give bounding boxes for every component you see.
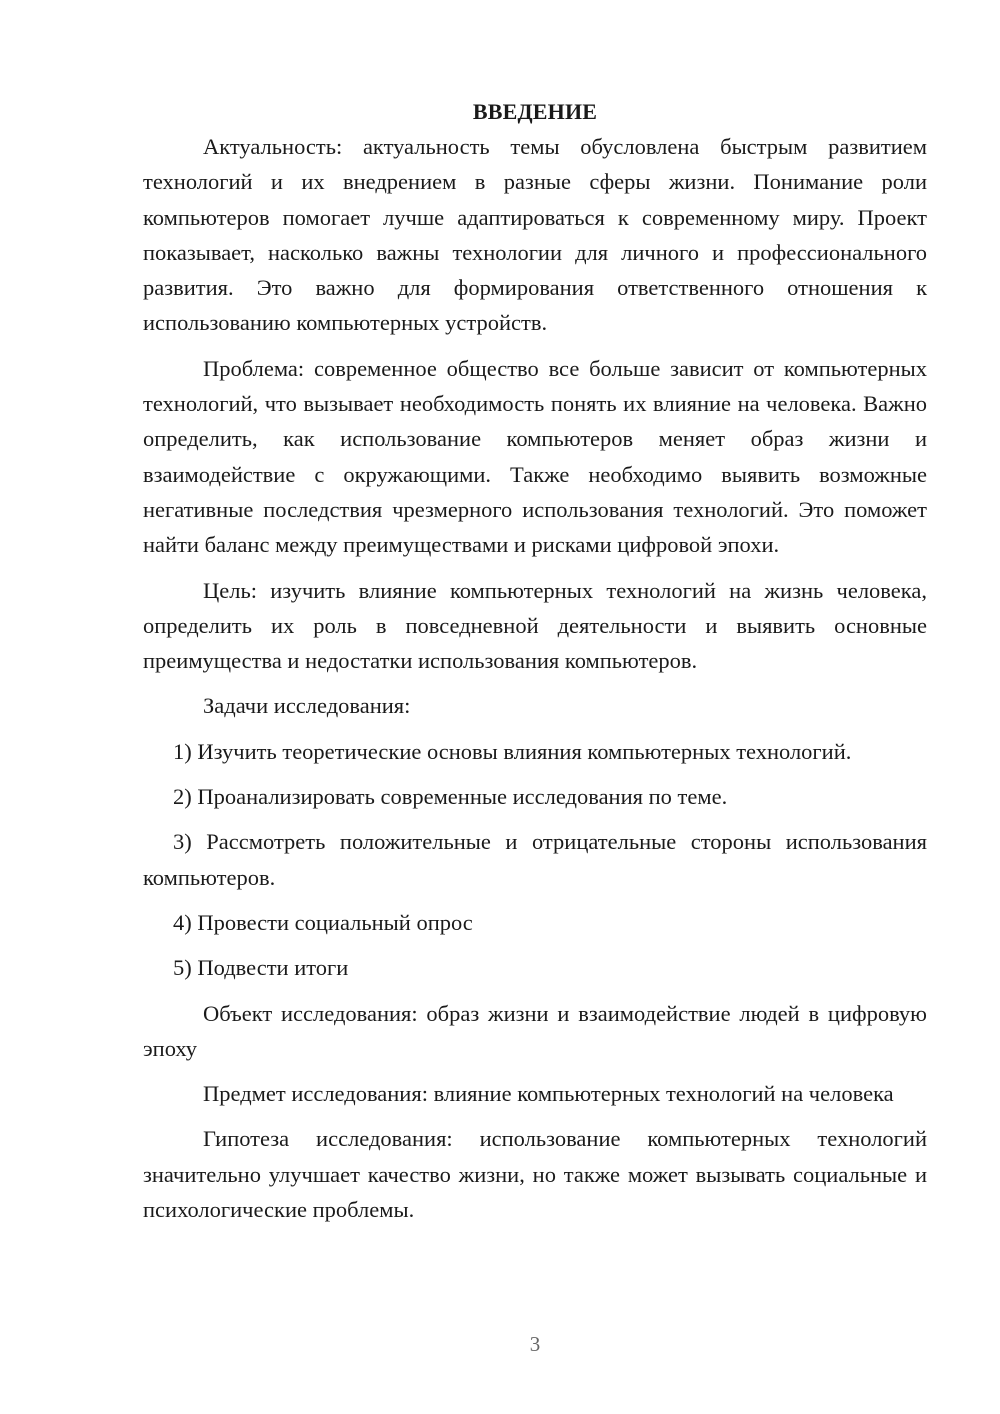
task-item-5: 5) Подвести итоги: [173, 955, 349, 981]
paragraph-goal: Цель: изучить влияние компьютерных технологий на жизнь человека, определить их роль в повседневной деятельности и выявить основные преимущества и недостатки использования компьютеров.: [143, 577, 927, 674]
task-item-3: 3) Рассмотреть положительные и отрицательные стороны использования компьютеров.: [143, 829, 927, 890]
document-page: [143, 94, 927, 1237]
page-number: 3: [529, 1332, 541, 1356]
paragraph-object: Объект исследования: образ жизни и взаимодействие людей в цифровую эпоху: [143, 1000, 927, 1061]
task-item-2: 2) Проанализировать современные исследования по теме.: [173, 784, 728, 810]
paragraph-subject: Предмет исследования: влияние компьютерных технологий на человека: [203, 1081, 894, 1107]
task-item-1: 1) Изучить теоретические основы влияния компьютерных технологий.: [173, 738, 852, 764]
paragraph-hypothesis: Гипотеза исследования: использование компьютерных технологий значительно улучшает качество жизни, но также может вызывать социальные и психологические проблемы.: [143, 1126, 927, 1223]
document-title: ВВЕДЕНИЕ: [472, 99, 598, 124]
paragraph-relevance: Актуальность: актуальность темы обусловлена быстрым развитием технологий и их внедрением в разные сферы жизни. Понимание роли компьютеров помогает лучше адаптироваться к современному миру. Проект показывает, насколько важны технологии для личного и профессионального развития. Это важно для формирования ответственного отношения к использованию компьютерных устройств.: [143, 134, 927, 336]
paragraph-problem: Проблема: современное общество все больше зависит от компьютерных технологий, что вызывает необходимость понять их влияние на человека. Важно определить, как использование компьютеров меняет образ жизни и взаимодействие с окружающими. Также необходимо выявить возможные негативные последствия чрезмерного использования технологий. Это поможет найти баланс между преимуществами и рисками цифровой эпохи.: [143, 355, 927, 558]
task-item-4: 4) Провести социальный опрос: [173, 909, 473, 935]
tasks-heading: Задачи исследования:: [203, 693, 411, 719]
